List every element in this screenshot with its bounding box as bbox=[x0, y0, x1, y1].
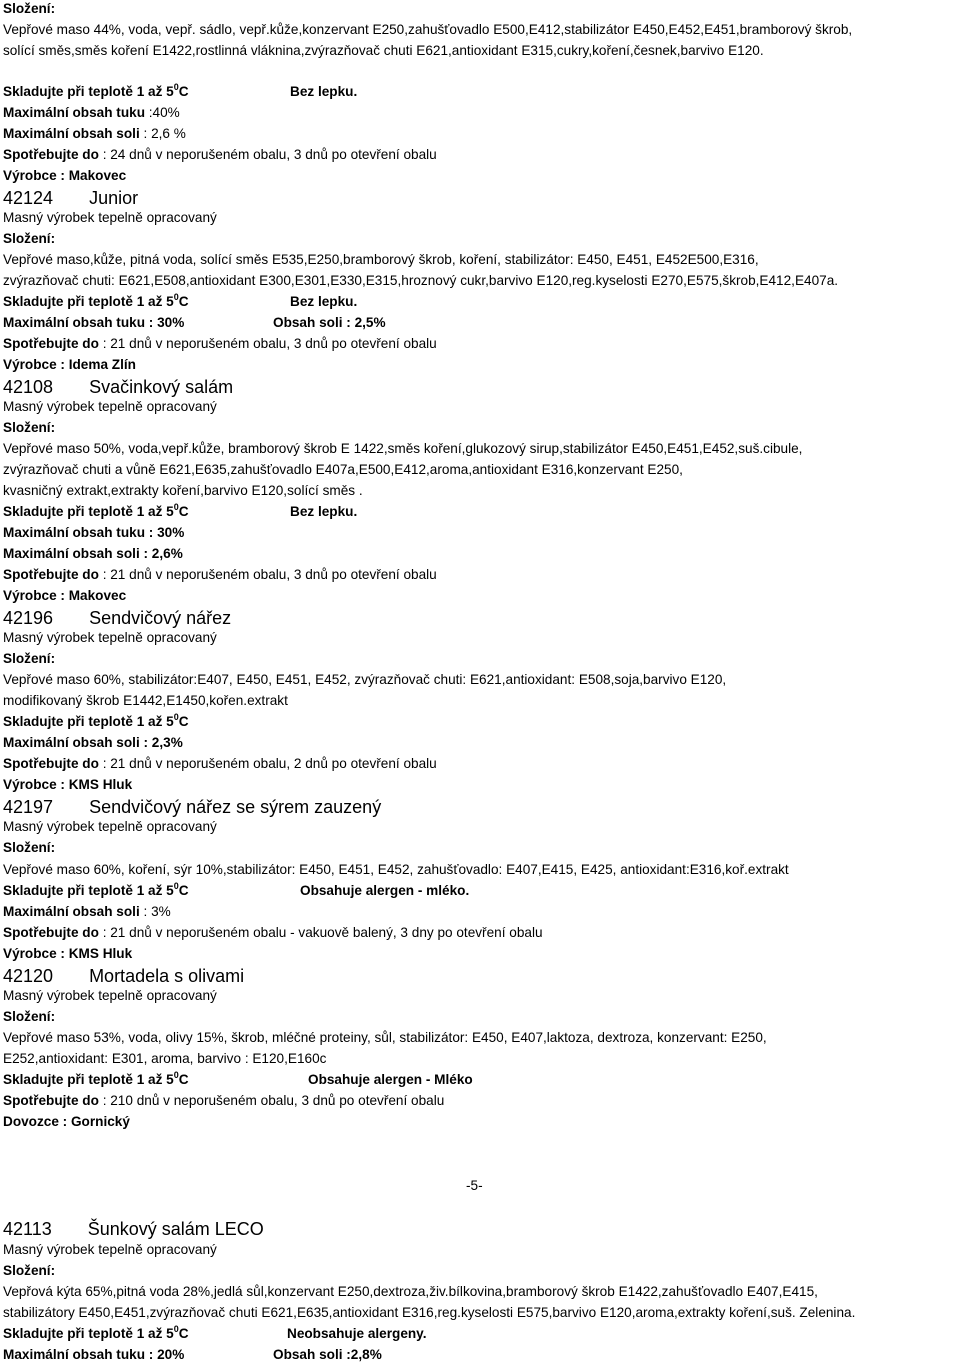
allergen-note: Bez lepku. bbox=[290, 504, 358, 519]
product-title bbox=[3, 1218, 264, 1240]
ingredients-line: Vepřové maso 60%, koření, sýr 10%,stabilizátor: E450, E451, E452, zahušťovadlo: E407,E415, E425, antioxidant:E316,koř.extrakt bbox=[3, 862, 789, 877]
product-type: Masný výrobek tepelně opracovaný bbox=[3, 630, 217, 645]
product-title bbox=[3, 965, 244, 987]
ingredients-line: zvýrazňovač chuti: E621,E508,antioxidant E300,E301,E330,E315,hroznový cukr,barvivo E120,reg.kyselosti E270,E575,škrob,E412,E407a. bbox=[3, 273, 839, 288]
product-title bbox=[3, 376, 233, 398]
product-name: Šunkový salám LECO bbox=[87, 1219, 264, 1239]
ingredients-line: modifikovaný škrob E1442,E1450,kořen.extrakt bbox=[3, 693, 288, 708]
use-by-line: Spotřebujte do : 21 dnů v neporušeném obalu, 3 dnů po otevření obalu bbox=[3, 336, 437, 351]
producer-line: Výrobce : Makovec bbox=[3, 588, 127, 603]
product-code: 42108 bbox=[3, 377, 54, 397]
product-type: Masný výrobek tepelně opracovaný bbox=[3, 988, 217, 1003]
storage-line: Skladujte při teplotě 1 až $5^0C$ Neobsahuje alergeny. bbox=[3, 1324, 427, 1341]
storage-line: Skladujte při teplotě 1 až $5^0C$ Obsahuje alergen - Mléko bbox=[3, 1070, 473, 1087]
salt-inline: Obsah soli : 2,5% bbox=[273, 315, 386, 330]
storage-line: Skladujte při teplotě 1 až $5^0C$ Bez lepku. bbox=[3, 292, 358, 309]
product-type: Masný výrobek tepelně opracovaný bbox=[3, 210, 217, 225]
storage-line: Skladujte při teplotě 1 až $5^0C$ bbox=[3, 712, 189, 729]
page-number: -5- bbox=[466, 1178, 483, 1193]
producer-line: Výrobce : KMS Hluk bbox=[3, 946, 133, 961]
allergen-note: Obsahuje alergen - mléko. bbox=[300, 883, 470, 898]
product-name: Sendvičový nářez se sýrem zauzený bbox=[89, 797, 382, 817]
fat-line: Maximální obsah tuku : 30% bbox=[3, 525, 185, 540]
ingredients-line: Vepřové maso 50%, voda,vepř.kůže, bramborový škrob E 1422,směs koření,glukozový sirup,stabilizátor E450,E451,E452,suš.cibule, bbox=[3, 441, 803, 456]
producer-line: Výrobce : Idema Zlín bbox=[3, 357, 136, 372]
product-code: 42196 bbox=[3, 608, 54, 628]
salt-line: Maximální obsah soli : 3% bbox=[3, 904, 171, 919]
product-name: Svačinkový salám bbox=[89, 377, 234, 397]
product-code: 42113 bbox=[3, 1219, 52, 1239]
product-title bbox=[3, 607, 231, 629]
product-code: 42120 bbox=[3, 966, 54, 986]
salt-inline: Obsah soli :2,8% bbox=[273, 1347, 382, 1362]
allergen-note: Obsahuje alergen - Mléko bbox=[308, 1072, 473, 1087]
fat-line: Maximální obsah tuku :40% bbox=[3, 105, 180, 120]
product-name: Sendvičový nářez bbox=[89, 608, 232, 628]
composition-heading: Složení: bbox=[3, 1263, 56, 1278]
storage-line: Skladujte při teplotě 1 až $5^0C$ Bez lepku. bbox=[3, 82, 358, 99]
use-by-line: Spotřebujte do : 24 dnů v neporušeném obalu, 3 dnů po otevření obalu bbox=[3, 147, 437, 162]
composition-heading: Složení: bbox=[3, 420, 56, 435]
salt-line: Maximální obsah soli : 2,6% bbox=[3, 546, 183, 561]
allergen-note: Bez lepku. bbox=[290, 294, 358, 309]
storage-line: Skladujte při teplotě 1 až $5^0C$ Obsahuje alergen - mléko. bbox=[3, 881, 470, 898]
ingredients-line: Vepřové maso 60%, stabilizátor:E407, E450, E451, E452, zvýrazňovač chuti: E621,antioxidant: E508,soja,barvivo E120, bbox=[3, 672, 727, 687]
composition-heading: Složení: bbox=[3, 651, 56, 666]
product-type: Masný výrobek tepelně opracovaný bbox=[3, 819, 217, 834]
producer-line: Výrobce : Makovec bbox=[3, 168, 127, 183]
ingredients-line: kvasničný extrakt,extrakty koření,barvivo E120,solící směs . bbox=[3, 483, 363, 498]
ingredients-line: Vepřové maso 44%, voda, vepř. sádlo, vepř.kůže,konzervant E250,zahušťovadlo E500,E412,stabilizátor E450,E452,E451,bramborový škrob, bbox=[3, 22, 853, 37]
use-by-line: Spotřebujte do : 21 dnů v neporušeném obalu, 3 dnů po otevření obalu bbox=[3, 567, 437, 582]
product-name: Mortadela s olivami bbox=[89, 966, 245, 986]
product-code: 42197 bbox=[3, 797, 54, 817]
producer-line: Výrobce : KMS Hluk bbox=[3, 777, 133, 792]
composition-heading: Složení: bbox=[3, 231, 56, 246]
composition-heading: Složení: bbox=[3, 840, 56, 855]
allergen-note: Bez lepku. bbox=[290, 84, 358, 99]
composition-heading: Složení: bbox=[3, 1, 56, 16]
use-by-line: Spotřebujte do : 210 dnů v neporušeném obalu, 3 dnů po otevření obalu bbox=[3, 1093, 445, 1108]
fat-line: Maximální obsah tuku : 30% Obsah soli : 2,5% bbox=[3, 315, 386, 330]
storage-line: Skladujte při teplotě 1 až $5^0C$ Bez lepku. bbox=[3, 502, 358, 519]
importer-line: Dovozce : Gornický bbox=[3, 1114, 130, 1129]
product-code: 42124 bbox=[3, 188, 54, 208]
ingredients-line: stabilizátory E450,E451,zvýrazňovač chuti E621,E635,antioxidant E316,reg.kyselosti E575,barvivo E120,aroma,extrakty koření,suš. Zelenina. bbox=[3, 1305, 856, 1320]
ingredients-line: Vepřová kýta 65%,pitná voda 28%,jedlá sůl,konzervant E250,dextroza,živ.bílkovina,bramborový škrob E1422,zahušťovadlo E407,E415, bbox=[3, 1284, 818, 1299]
ingredients-line: Vepřové maso,kůže, pitná voda, solící směs E535,E250,bramborový škrob, koření, stabilizátor: E450, E451, E452E500,E316, bbox=[3, 252, 759, 267]
product-type: Masný výrobek tepelně opracovaný bbox=[3, 399, 217, 414]
product-title bbox=[3, 187, 138, 209]
salt-line: Maximální obsah soli : 2,3% bbox=[3, 735, 183, 750]
composition-heading: Složení: bbox=[3, 1009, 56, 1024]
fat-line: Maximální obsah tuku : 20% Obsah soli :2,8% bbox=[3, 1347, 382, 1362]
ingredients-line: solící směs,směs koření E1422,rostlinná vláknina,zvýrazňovač chuti E621,antioxidant E315,cukry,koření,česnek,barvivo E120. bbox=[3, 43, 764, 58]
allergen-note: Neobsahuje alergeny. bbox=[287, 1326, 427, 1341]
ingredients-line: Vepřové maso 53%, voda, olivy 15%, škrob, mléčné proteiny, sůl, stabilizátor: E450, E407,laktoza, dextroza, konzervant: E250, bbox=[3, 1030, 767, 1045]
use-by-line: Spotřebujte do : 21 dnů v neporušeném obalu, 2 dnů po otevření obalu bbox=[3, 756, 437, 771]
ingredients-line: E252,antioxidant: E301, aroma, barvivo : E120,E160c bbox=[3, 1051, 327, 1066]
salt-line: Maximální obsah soli : 2,6 % bbox=[3, 126, 186, 141]
product-type: Masný výrobek tepelně opracovaný bbox=[3, 1242, 217, 1257]
product-name: Junior bbox=[89, 188, 139, 208]
product-title bbox=[3, 796, 381, 818]
use-by-line: Spotřebujte do : 21 dnů v neporušeném obalu - vakuově balený, 3 dny po otevření obalu bbox=[3, 925, 543, 940]
ingredients-line: zvýrazňovač chuti a vůně E621,E635,zahušťovadlo E407a,E500,E412,aroma,antioxidant E316,konzervant E250, bbox=[3, 462, 683, 477]
